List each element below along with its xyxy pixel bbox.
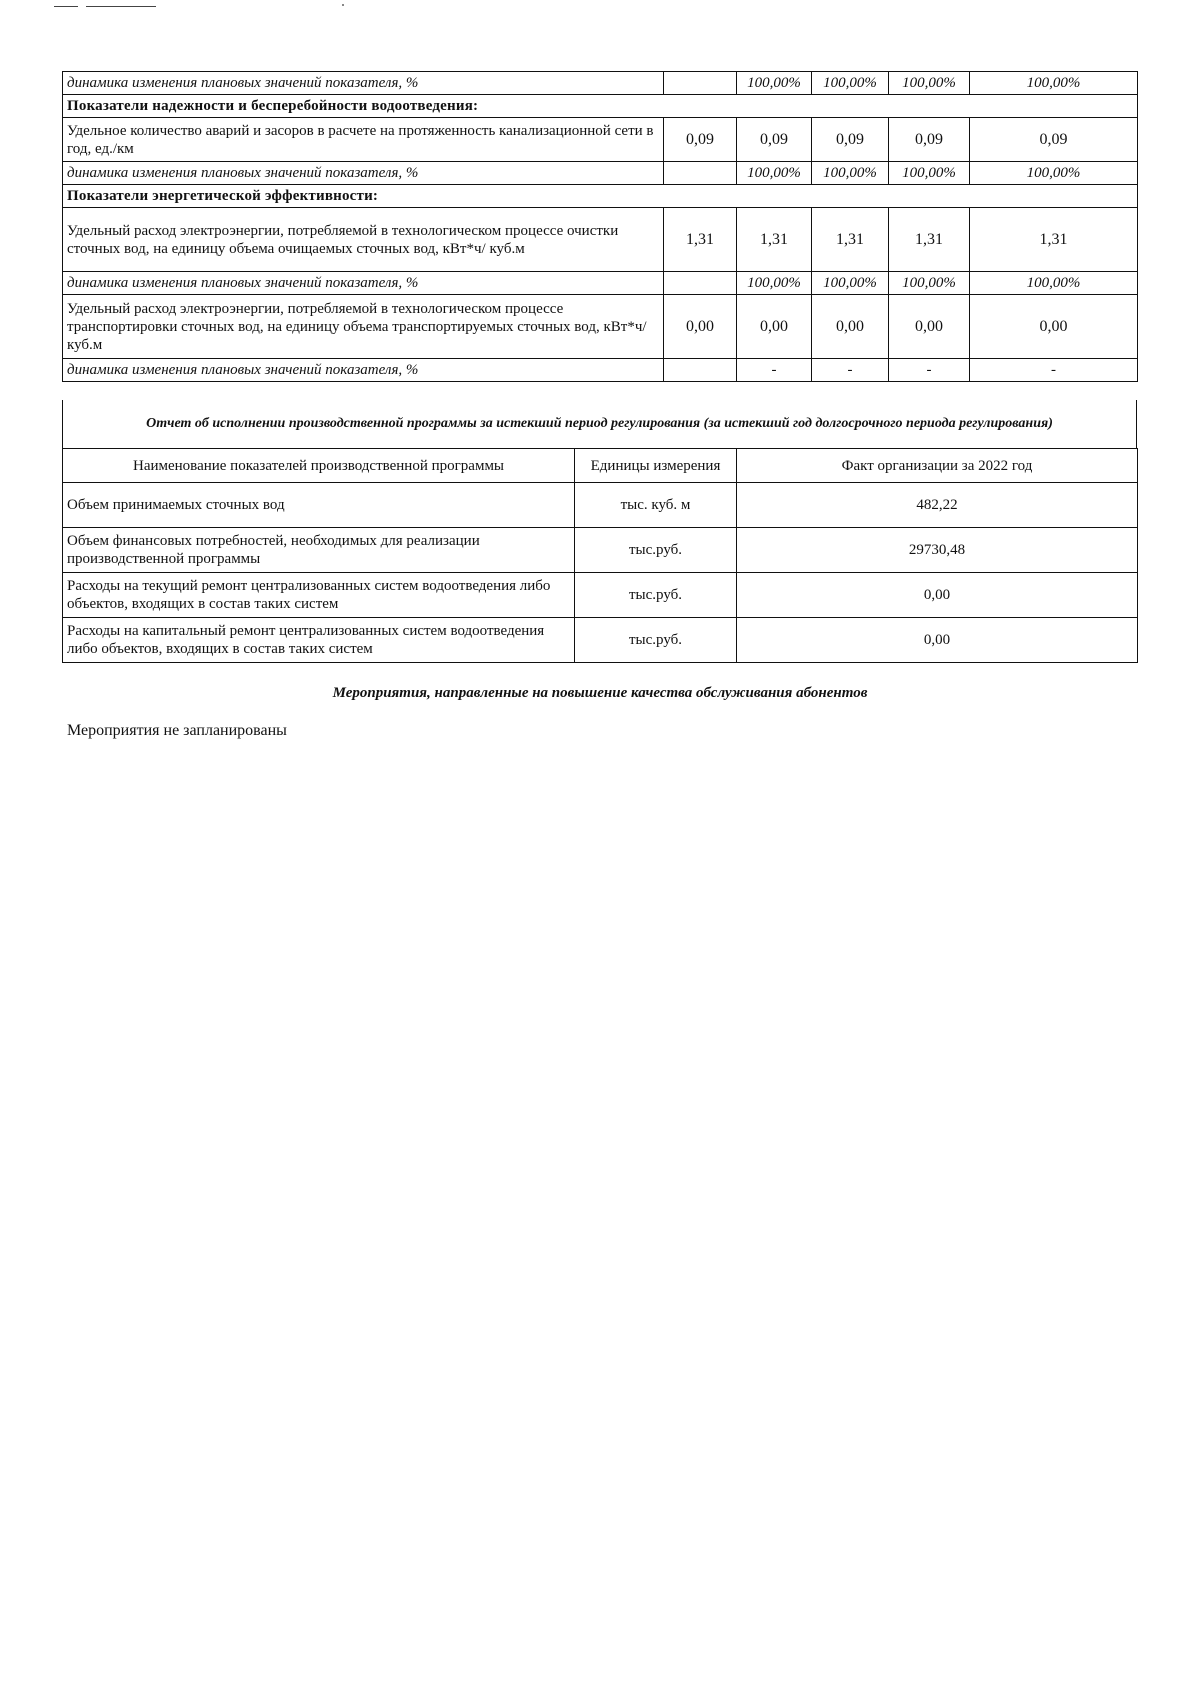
value-cell: -: [970, 359, 1138, 382]
indicator-name: Объем финансовых потребностей, необходимых для реализации производственной программы: [63, 528, 575, 573]
value-cell: 100,00%: [812, 72, 889, 95]
value-cell: 0,00: [737, 295, 812, 359]
value-cell: 100,00%: [889, 272, 970, 295]
section-header-row: [63, 185, 1138, 208]
row-label: динамика изменения плановых значений показателя, %: [63, 162, 664, 185]
indicators-table-body: [63, 72, 1138, 382]
table-row: [63, 72, 1138, 95]
table-row: [63, 573, 1138, 618]
section-header: Показатели энергетической эффективности:: [63, 185, 1138, 208]
header-fact: Факт организации за 2022 год: [737, 449, 1138, 483]
value-cell: 1,31: [812, 208, 889, 272]
value-cell: 0,09: [812, 118, 889, 162]
value-cell: 1,31: [664, 208, 737, 272]
report-caption-text: Отчет об исполнении производственной программы за истекший период регулирования (за истекший год долгосрочного периода регулирования): [146, 416, 1053, 431]
table-row: [63, 118, 1138, 162]
value-cell: -: [737, 359, 812, 382]
fact-cell: 0,00: [737, 573, 1138, 618]
row-label: динамика изменения плановых значений показателя, %: [63, 359, 664, 382]
fact-cell: 482,22: [737, 483, 1138, 528]
report-caption: [62, 400, 1137, 448]
table-row: [63, 208, 1138, 272]
indicators-table: [62, 71, 1138, 382]
indicator-name: Расходы на текущий ремонт централизованных систем водоотведения либо объектов, входящих в состав таких систем: [63, 573, 575, 618]
value-cell: 100,00%: [812, 272, 889, 295]
fact-cell: 0,00: [737, 618, 1138, 663]
indicator-name: Расходы на капитальный ремонт централизованных систем водоотведения либо объектов, входящих в состав таких систем: [63, 618, 575, 663]
value-cell: -: [812, 359, 889, 382]
scan-mark-line: [54, 6, 78, 7]
indicator-name: Объем принимаемых сточных вод: [63, 483, 575, 528]
row-label: Удельный расход электроэнергии, потребляемой в технологическом процессе транспортировки сточных вод, на единицу объема транспортируемых сточных вод, кВт*ч/ куб.м: [63, 295, 664, 359]
table-row: [63, 483, 1138, 528]
value-cell: -: [889, 359, 970, 382]
value-cell: 100,00%: [737, 272, 812, 295]
scan-mark-line: [86, 6, 156, 7]
table-row: [63, 162, 1138, 185]
value-cell: 100,00%: [970, 272, 1138, 295]
unit-cell: тыс.руб.: [575, 573, 737, 618]
value-cell: 0,09: [889, 118, 970, 162]
value-cell: 100,00%: [889, 162, 970, 185]
value-cell: 0,00: [664, 295, 737, 359]
row-label: динамика изменения плановых значений показателя, %: [63, 72, 664, 95]
value-cell: 0,00: [812, 295, 889, 359]
header-indicator-name: Наименование показателей производственной программы: [63, 449, 575, 483]
report-table: [62, 448, 1138, 663]
unit-cell: тыс. куб. м: [575, 483, 737, 528]
table-row: [63, 295, 1138, 359]
value-cell: [664, 72, 737, 95]
value-cell: 100,00%: [737, 72, 812, 95]
report-table-body: [63, 449, 1138, 663]
row-label: Удельный расход электроэнергии, потребляемой в технологическом процессе очистки сточных вод, на единицу объема очищаемых сточных вод, кВт*ч/ куб.м: [63, 208, 664, 272]
value-cell: [664, 162, 737, 185]
value-cell: 0,00: [970, 295, 1138, 359]
section-header: Показатели надежности и бесперебойности водоотведения:: [63, 95, 1138, 118]
row-label: Удельное количество аварий и засоров в расчете на протяженность канализационной сети в год, ед./км: [63, 118, 664, 162]
table-row: [63, 618, 1138, 663]
value-cell: 1,31: [889, 208, 970, 272]
value-cell: 1,31: [737, 208, 812, 272]
value-cell: 0,00: [889, 295, 970, 359]
report-header-row: [63, 449, 1138, 483]
value-cell: 1,31: [970, 208, 1138, 272]
value-cell: 0,09: [970, 118, 1138, 162]
value-cell: 0,09: [664, 118, 737, 162]
table-row: [63, 272, 1138, 295]
measures-text: Мероприятия не запланированы: [67, 722, 287, 739]
table-row: [63, 528, 1138, 573]
table-row: [63, 359, 1138, 382]
value-cell: [664, 272, 737, 295]
value-cell: [664, 359, 737, 382]
unit-cell: тыс.руб.: [575, 528, 737, 573]
value-cell: 100,00%: [970, 72, 1138, 95]
section-header-row: [63, 95, 1138, 118]
row-label: динамика изменения плановых значений показателя, %: [63, 272, 664, 295]
measures-title: Мероприятия, направленные на повышение качества обслуживания абонентов: [332, 685, 868, 701]
scan-dust: [342, 4, 344, 6]
fact-cell: 29730,48: [737, 528, 1138, 573]
value-cell: 100,00%: [970, 162, 1138, 185]
value-cell: 100,00%: [737, 162, 812, 185]
value-cell: 100,00%: [812, 162, 889, 185]
unit-cell: тыс.руб.: [575, 618, 737, 663]
value-cell: 100,00%: [889, 72, 970, 95]
header-unit: Единицы измерения: [575, 449, 737, 483]
value-cell: 0,09: [737, 118, 812, 162]
